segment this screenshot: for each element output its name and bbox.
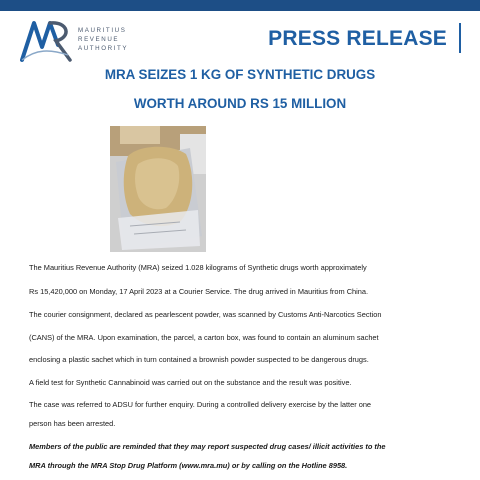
body-line-3: The courier consignment, declared as pearlescent powder, was scanned by Customs Anti-Narcotics Section <box>29 310 382 319</box>
press-release-title: PRESS RELEASE <box>268 27 447 50</box>
seized-package-image <box>110 126 206 252</box>
mra-logo-mark <box>20 19 74 63</box>
body-line-6: A field test for Synthetic Cannabinoid was carried out on the substance and the result was positive. <box>29 378 352 387</box>
body-line-7: The case was referred to ADSU for further enquiry. During a controlled delivery exercise by the latter one <box>29 400 372 409</box>
body-line-2: Rs 15,420,000 on Monday, 17 April 2023 at a Courier Service. The drug arrived in Mauritius from China. <box>29 287 369 296</box>
logo-line-1: MAURITIUS <box>78 27 127 34</box>
seized-drug-photo <box>110 126 206 252</box>
top-banner-bar <box>0 0 480 11</box>
body-line-1: The Mauritius Revenue Authority (MRA) seized 1.028 kilograms of Synthetic drugs worth approximately <box>29 263 367 272</box>
body-line-5: enclosing a plastic sachet which in turn contained a brownish powder suspected to be dangerous drugs. <box>29 355 369 364</box>
headline-line-2: WORTH AROUND RS 15 MILLION <box>133 96 347 111</box>
closing-line-1: Members of the public are reminded that they may report suspected drug cases/ illicit activities to the <box>29 442 386 451</box>
mra-logo <box>20 19 160 63</box>
closing-line-2: MRA through the MRA Stop Drug Platform (www.mra.mu) or by calling on the Hotline 8958. <box>29 461 348 470</box>
headline-line-1: MRA SEIZES 1 KG OF SYNTHETIC DRUGS <box>104 67 376 82</box>
logo-line-3: AUTHORITY <box>78 45 129 52</box>
body-line-8: person has been arrested. <box>29 419 116 428</box>
body-line-4: (CANS) of the MRA. Upon examination, the parcel, a carton box, was found to contain an aluminum sachet <box>29 333 379 342</box>
title-divider <box>459 23 461 53</box>
logo-line-2: REVENUE <box>78 36 120 43</box>
logo-wordmark <box>78 26 128 53</box>
